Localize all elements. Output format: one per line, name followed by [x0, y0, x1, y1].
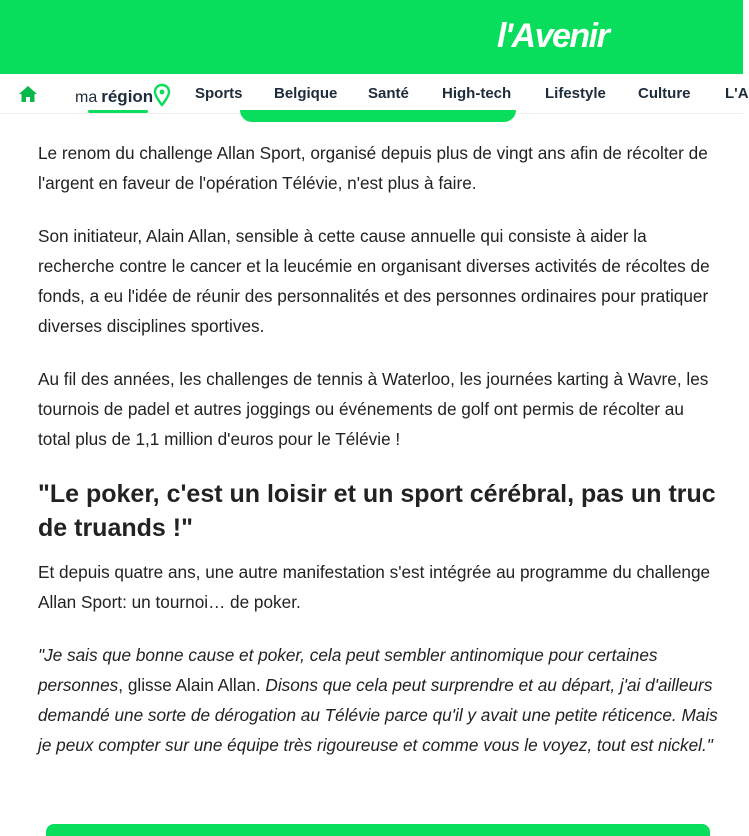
quote-text: Disons que cela peut surprendre et au départ, j'ai d'ailleurs demandé une sorte de dérogation au Télévie parce qu'il y avait une petite réticence. Mais je peux compter sur une équipe très rigoureuse et comme vous le voyez, tout est nickel."	[38, 675, 718, 755]
site-logo[interactable]: l'Avenir	[497, 17, 609, 55]
nav-item-sports[interactable]: Sports	[195, 85, 243, 102]
top-header	[0, 0, 743, 74]
green-banner-bottom	[46, 824, 710, 836]
quote-attribution: , glisse Alain Allan.	[118, 675, 266, 695]
article-subheading: "Le poker, c'est un loisir et un sport cérébral, pas un truc de truands !"	[38, 480, 716, 542]
home-button[interactable]	[17, 83, 39, 105]
nav-item-belgique[interactable]: Belgique	[274, 85, 338, 102]
nav-item-lifestyle[interactable]: Lifestyle	[545, 85, 606, 102]
article-paragraph: Et depuis quatre ans, une autre manifestation s'est intégrée au programme du challenge Allan Sport: un tournoi… de poker.	[38, 562, 711, 612]
article-paragraph: Son initiateur, Alain Allan, sensible à cette cause annuelle qui consiste à aider la recherche contre le cancer et la leucémie en organisant diverses activités de récoltes de fonds, a eu l'idée de réunir des personnalités et des personnes ordinaires pour pratiquer diverses disciplines sportives.	[38, 226, 710, 336]
nav-item-high-tech[interactable]: High-tech	[442, 85, 512, 102]
article-body	[38, 138, 718, 760]
nav-item-l-a[interactable]: L'A	[725, 85, 749, 102]
region-prefix: ma	[75, 89, 98, 106]
region-active-underline	[88, 110, 148, 113]
home-icon	[17, 83, 39, 105]
green-banner-edge	[240, 110, 516, 122]
main-nav	[0, 74, 749, 114]
article-paragraph: Au fil des années, les challenges de tennis à Waterloo, les journées karting à Wavre, les tournois de padel et autres joggings ou événements de golf ont permis de récolter au total plus de 1,1 million d'euros pour le Télévie !	[38, 369, 709, 449]
article-quote	[38, 640, 718, 760]
nav-item-sante[interactable]: Santé	[368, 85, 409, 102]
region-label: région	[101, 87, 154, 106]
article-paragraph: Le renom du challenge Allan Sport, organisé depuis plus de vingt ans afin de récolter de l'argent en faveur de l'opération Télévie, n'est plus à faire.	[38, 143, 708, 193]
nav-item-culture[interactable]: Culture	[638, 85, 691, 102]
location-pin-icon	[154, 84, 170, 111]
ma-region-link[interactable]	[75, 80, 170, 110]
quote-text: "Je sais que bonne cause et poker, cela peut sembler antinomique pour certaines personnes	[38, 645, 658, 695]
